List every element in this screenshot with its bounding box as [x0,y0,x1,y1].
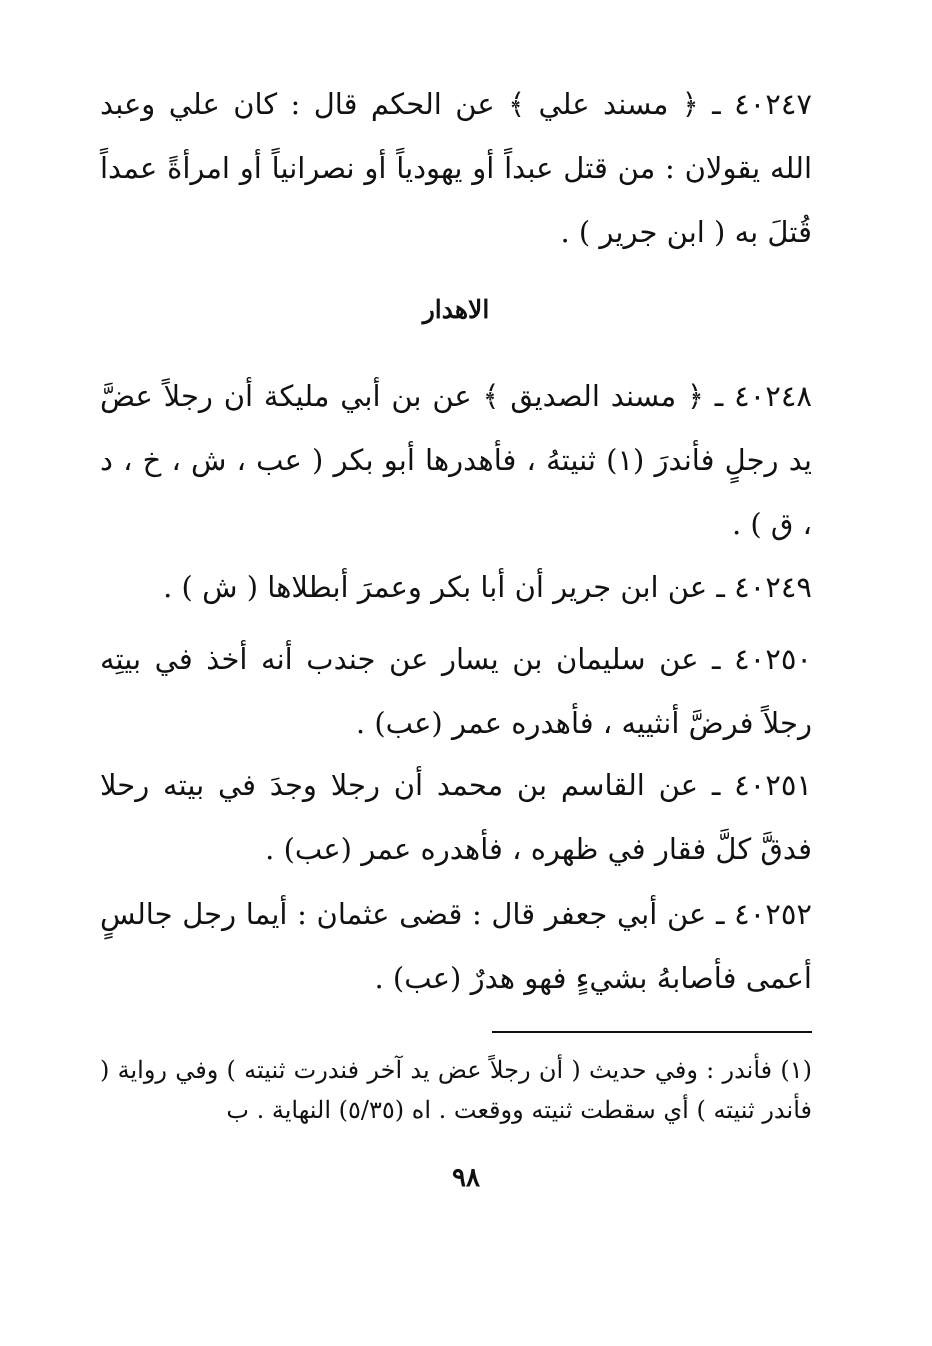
page-number: ٩٨ [452,1163,480,1193]
hadith-entry-40252: ٤٠٢٥٢ ـ عن أبي جعفر قال : قضى عثمان : أيما رجل جالسٍ أعمى فأصابهُ بشيءٍ فهو هدرٌ (عب) . [100,897,812,995]
hadith-entry-40250: ٤٠٢٥٠ ـ عن سليمان بن يسار عن جندب أنه أخذ في بيتِه رجلاً فرضَّ أنثييه ، فأهدره عمر (عب) . [100,642,812,740]
hadith-entry-40247: ٤٠٢٤٧ ـ ﴿ مسند علي ﴾ عن الحكم قال : كان علي وعبد الله يقولان : من قتل عبداً أو يهودياً أو نصرانياً أو امرأةً عمداً قُتلَ به ( ابن جرير ) . [100,87,812,249]
footnote: (١) فأندر : وفي حديث ( أن رجلاً عض يد آخر فندرت ثنيته ) وفي رواية ( فأندر ثنيته ) أي سقطت ثنيته ووقعت . اه (٥/٣٥) النهاية . ب [100,1056,812,1124]
section-heading: الاهدار [422,295,490,324]
footnote-divider [492,1031,812,1033]
hadith-entry-40248: ٤٠٢٤٨ ـ ﴿ مسند الصديق ﴾ عن بن أبي مليكة أن رجلاً عضَّ يد رجلٍ فأندرَ (١) ثنيتهُ ، فأهدرها أبو بكر ( عب ، ش ، خ ، د ، ق ) . [100,379,813,541]
hadith-entry-40249: ٤٠٢٤٩ ـ عن ابن جرير أن أبا بكر وعمرَ أبطلاها ( ش ) . [163,570,812,604]
hadith-entry-40251: ٤٠٢٥١ ـ عن القاسم بن محمد أن رجلا وجدَ في بيته رحلا فدقَّ كلَّ فقار في ظهره ، فأهدره عمر (عب) . [100,768,812,866]
